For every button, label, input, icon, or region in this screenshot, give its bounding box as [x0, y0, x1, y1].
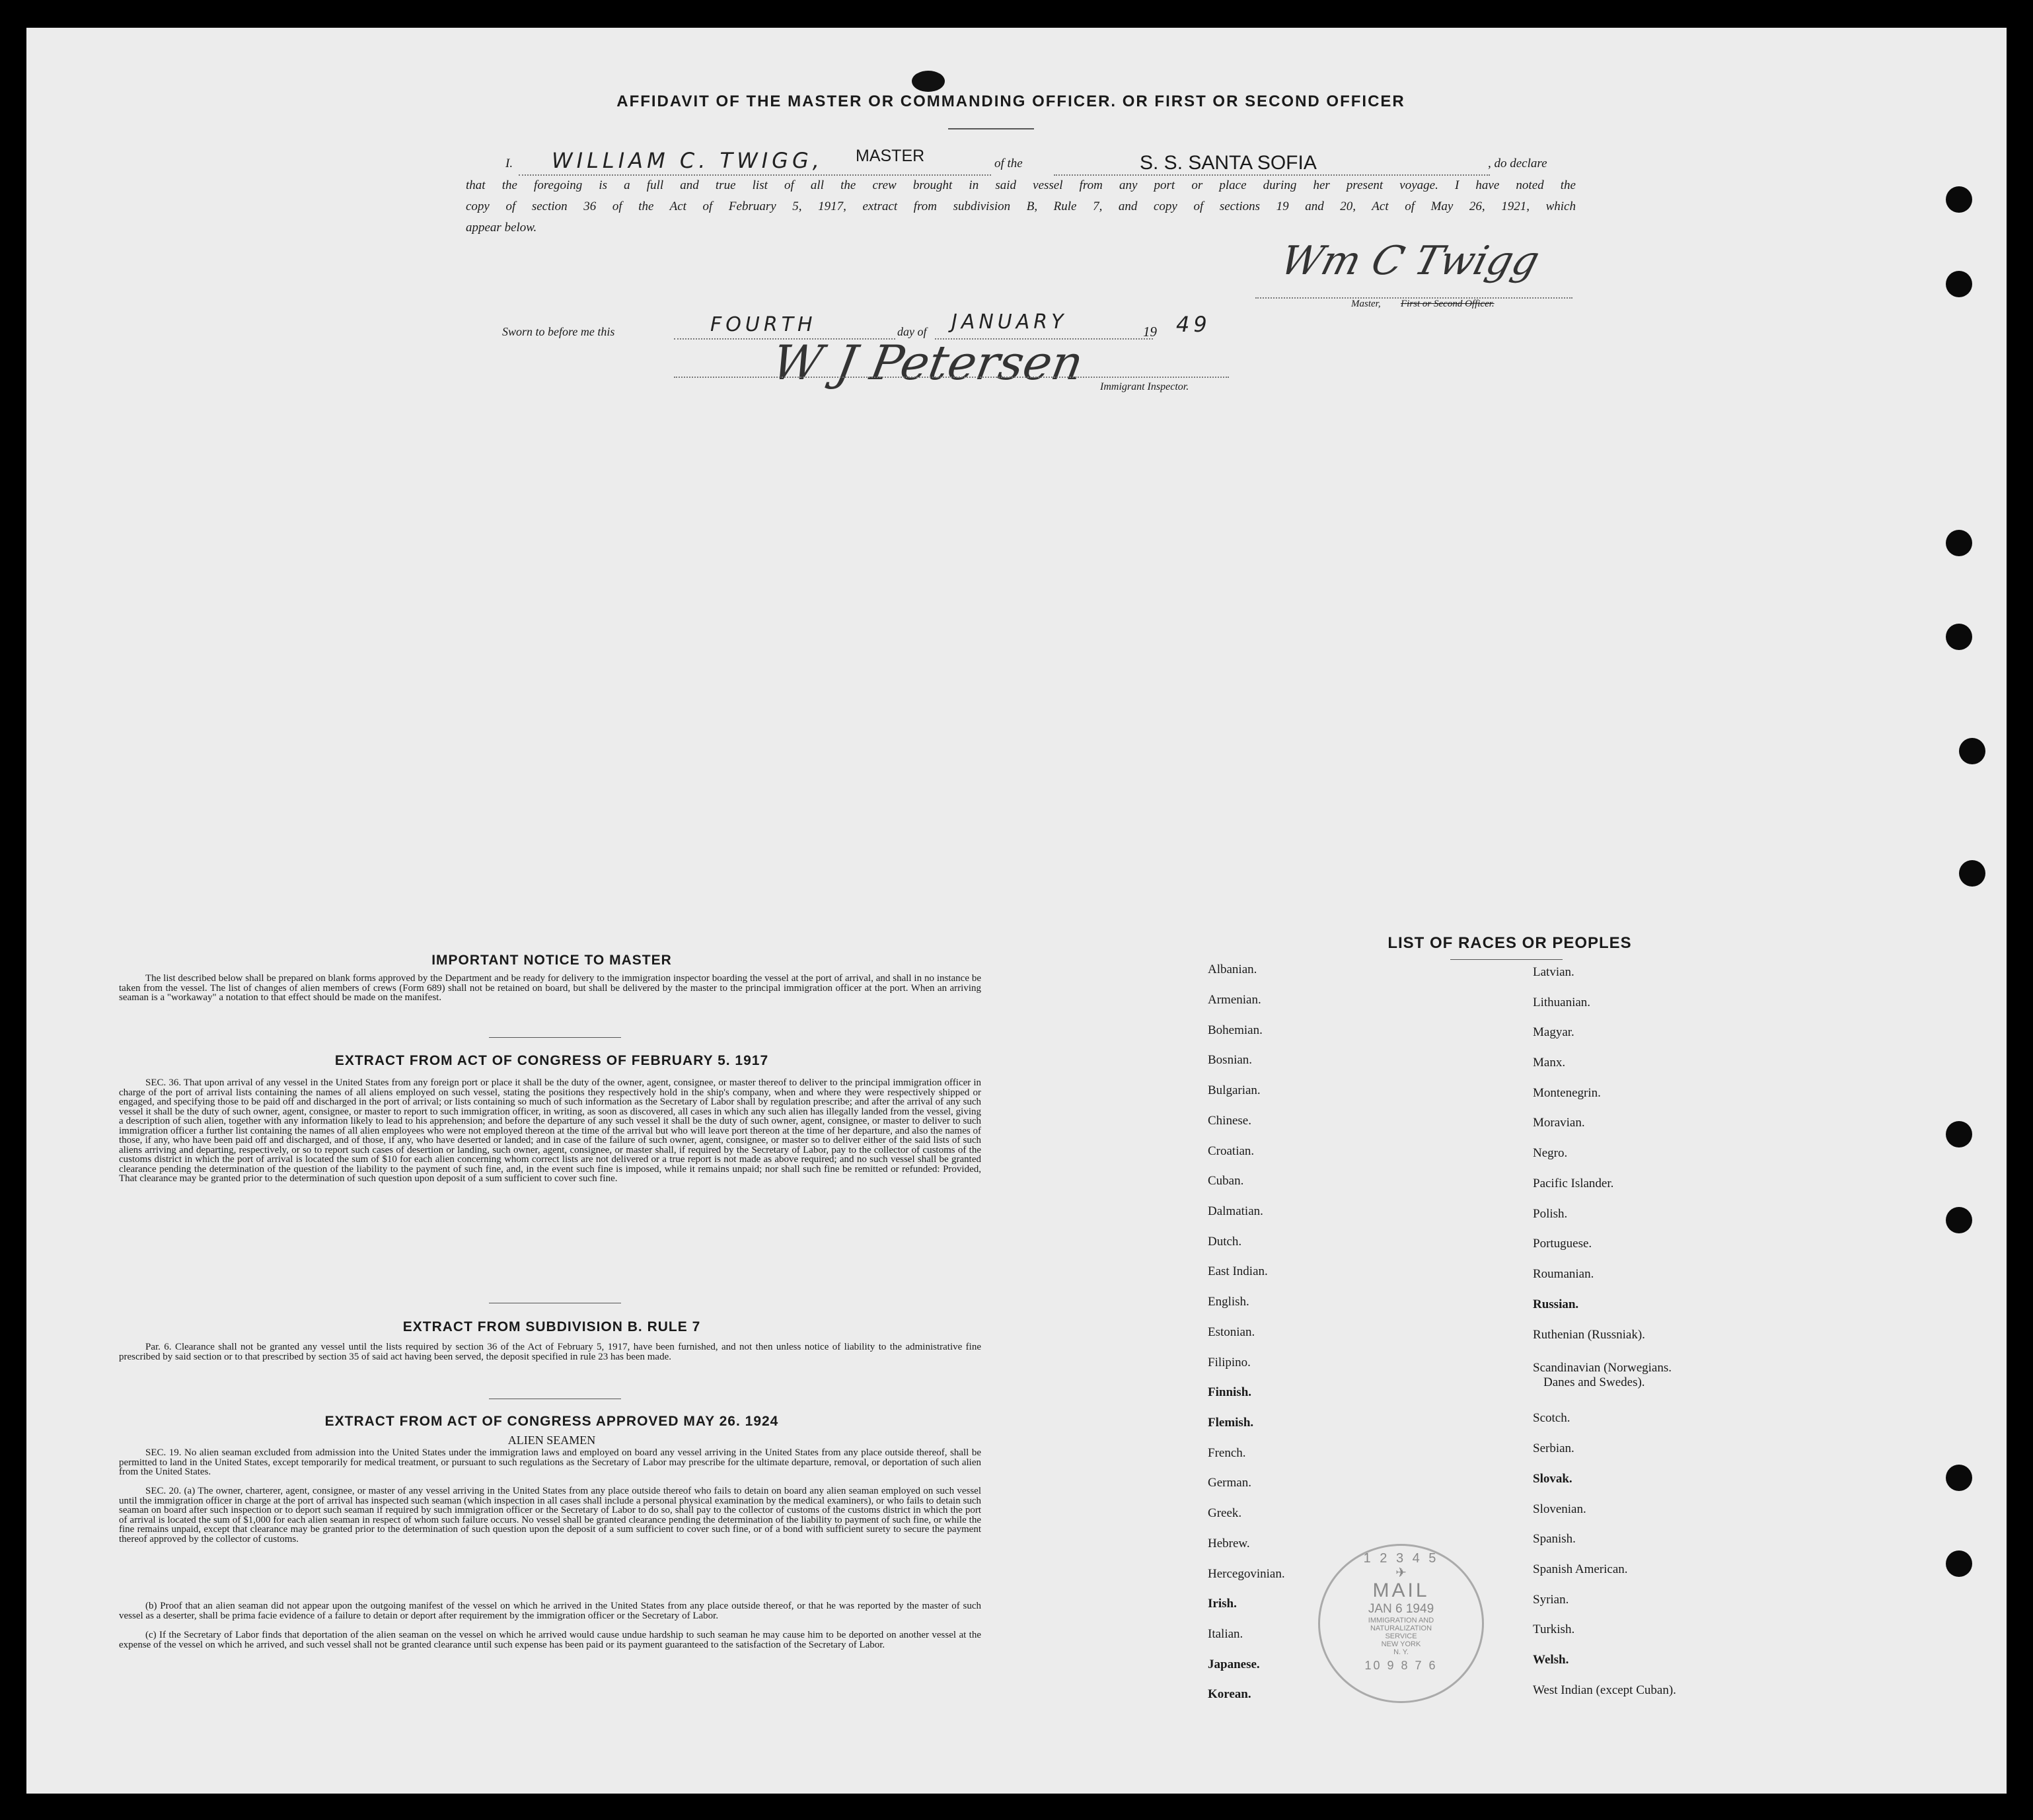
race-right: West Indian (except Cuban).: [1533, 1683, 1676, 1697]
race-right: Spanish.: [1533, 1532, 1576, 1546]
race-left: Dutch.: [1208, 1235, 1242, 1249]
do-declare-label: , do declare: [1488, 157, 1547, 170]
races-heading: LIST OF RACES OR PEOPLES: [1387, 934, 1632, 952]
affidavit-body-line4: appear below.: [466, 221, 537, 235]
race-right: Montenegrin.: [1533, 1086, 1601, 1100]
races-divider: [1450, 959, 1563, 960]
race-right: Danes and Swedes).: [1543, 1375, 1645, 1389]
race-left: Hebrew.: [1208, 1537, 1250, 1550]
day-of-label: day of: [897, 325, 927, 338]
stamp-agency-2: NATURALIZATION: [1370, 1624, 1432, 1632]
master-rank: MASTER: [856, 147, 925, 165]
inspector-signature-line: [674, 377, 1229, 378]
extract3-sec20b: (b) Proof that an alien seaman did not appear upon the outgoing manifest of the vessel on which he arrived in the United States from any place outside thereof, or that he was reported by the master of such vessel as a deserter, shall be prima facie evidence of a failure to detain or deport after requirement by the immigration officer or the Secretary of Labor.: [119, 1601, 981, 1621]
stamp-mail: MAIL: [1372, 1580, 1430, 1601]
master-signature: Wm C Twigg: [1275, 238, 1545, 284]
inspector-signature: W J Petersen: [768, 335, 1088, 390]
stamp-date: JAN 6 1949: [1368, 1602, 1434, 1616]
extract3-sec19: SEC. 19. No alien seaman excluded from admission into the United States under the immigration laws and employed on board any vessel arriving in the United States from any place outside thereof, shall be permitted to land in the United States, except temporarily for medical treatment, or pursuant to such regulations as the Secretary of Labor may prescribe for the ultimate departure, removal, or deportation of such alien from the United States.: [119, 1448, 981, 1477]
race-right: Russian.: [1533, 1297, 1579, 1311]
extract3-sec20c: (c) If the Secretary of Labor finds that deportation of the alien seaman on the vessel on which he arrived would cause undue hardship to such seaman he may cause him to be deported on another vessel at the expense of the vessel on which he arrived, and such vessel shall not be granted clearance until such expense has been paid or its payment guaranteed to the satisfaction of the Secretary of Labor.: [119, 1630, 981, 1650]
race-left: East Indian.: [1208, 1264, 1268, 1278]
race-right: Serbian.: [1533, 1441, 1574, 1455]
race-left: Dalmatian.: [1208, 1204, 1263, 1218]
extract2-text: Par. 6. Clearance shall not be granted any vessel until the lists required by section 36 of the Act of February 5, 1917, have been furnished, and not then unless notice of liability to the administrative fine prescribed by said section or to that prescribed by section 35 of said act having been served, the deposit specified in rule 23 has been made.: [119, 1342, 981, 1362]
extract3-sec20a: SEC. 20. (a) The owner, charterer, agent, consignee, or master of any vessel arriving in the United States from any place outside thereof who fails to detain on board any alien seaman employed on such vessel until the immigration officer in charge at the port of arrival has inspected such seaman (which inspection in all cases shall include a personal physical examination by the medical examiners), or who fails to detain such seaman on board after such inspection or to deport such seaman if required by such immigration officer or the Secretary of Labor to do so, shall pay to the collector of customs of the customs district in which the port of arrival is located the sum of $1,000 for each alien seaman in respect of whom such failure occurs. No vessel shall be granted clearance pending the determination of the liability to payment of such fine, or while the fine remains unpaid, except that clearance may be granted prior to the determination of such question upon the deposit of a sum sufficient to cover such fine, or of a bond with sufficient surety to secure the payment thereof approved by the collector of customs.: [119, 1486, 981, 1545]
race-right: Pacific Islander.: [1533, 1177, 1614, 1190]
race-left: Albanian.: [1208, 963, 1257, 976]
race-right: Roumanian.: [1533, 1267, 1594, 1281]
race-right: Slovak.: [1533, 1472, 1572, 1486]
race-right: Scotch.: [1533, 1411, 1571, 1425]
punch-hole: [1946, 1550, 1972, 1577]
race-left: Greek.: [1208, 1506, 1242, 1520]
race-left: Flemish.: [1208, 1416, 1254, 1430]
extract1-text: SEC. 36. That upon arrival of any vessel in the United States from any foreign port or place it shall be the duty of the owner, agent, consignee, or master thereof to deliver to the principal immigration officer in charge of the port of arrival lists containing the names of all aliens employed on such vessel, stating the positions they respectively hold in the ship's company, when and where they were respectively shipped or engaged, and specifying those to be paid off and discharged in the port of arrival; or lists containing so much of such information as the Secretary of Labor shall by regulation prescribe; and after the arrival of any such vessel it shall be the duty of such owner, agent, consignee, or master to report to such immigration officer, in writing, as soon as discovered, all cases in which any such alien has illegally landed from the vessel, giving a description of such alien, together with any information likely to lead to his apprehension; and before the departure of any such vessel it shall be the duty of such owner, agent, consignee, or master to deliver to such immigration officer a further list containing the names of all alien employees who were not employed thereon at the time of the arrival but who will leave port thereon at the time of her departure, and also the names of those, if any, who have been paid off and discharged, and of those, if any, who have deserted or landed; and in case of the failure of such owner, agent, consignee, or master so to deliver either of the said lists of such aliens arriving and departing, respectively, or so to report such cases of desertion or landing, such owner, agent, consignee, or master shall, if required by the Secretary of Labor, pay to the collector of customs of the customs district in which the port of arrival is located the sum of $10 for each alien concerning whom correct lists are not delivered or a true report is not made as above required; and no such vessel shall be granted clearance pending the determination of the question of the liability to the payment of such fine, and, in the event such fine is imposed, while it remains unpaid; nor shall such fine be remitted or refunded: Provided, That clearance may be granted prior to the determination of such question upon deposit of a sum sufficient to cover such fine.: [119, 1078, 981, 1184]
race-left: French.: [1208, 1446, 1246, 1460]
vessel-name-line: [1054, 174, 1490, 176]
race-left: Chinese.: [1208, 1114, 1251, 1128]
title-divider: [948, 128, 1034, 129]
stamp-agency-1: IMMIGRATION AND: [1368, 1617, 1434, 1624]
race-right: Ruthenian (Russniak).: [1533, 1328, 1645, 1342]
extract3-subheading: ALIEN SEAMEN: [507, 1434, 596, 1447]
ink-mark: [912, 71, 945, 92]
of-the-label: of the: [994, 157, 1023, 170]
notice-divider: [489, 1037, 621, 1038]
affidavit-title: AFFIDAVIT OF THE MASTER OR COMMANDING OFFICER. OR FIRST OR SECOND OFFICER: [616, 92, 1405, 110]
sworn-month-field: JANUARY: [951, 310, 1068, 334]
signer-caption-master: Master,: [1351, 299, 1381, 309]
race-left: Bohemian.: [1208, 1023, 1263, 1037]
punch-hole: [1946, 1465, 1972, 1491]
punch-hole: [1946, 530, 1972, 556]
stamp-agency-3: SERVICE: [1385, 1632, 1417, 1640]
stamp-ring-top: 1 2 3 4 5: [1363, 1551, 1439, 1566]
manifest-page: [26, 28, 2007, 1794]
notice-text: The list described below shall be prepared on blank forms approved by the Department and be ready for delivery to the immigration inspector boarding the vessel at the port of arrival, and shall in no instance be taken from the vessel. The list of changes of alien members of crews (Form 689) shall not be retained on board, but shall be delivered by the master to the principal immigration officer at the port. When an arriving seaman is a "workaway" a notation to that effect should be made on the manifest.: [119, 974, 981, 1003]
punch-hole: [1946, 1207, 1972, 1233]
stamp-agency-4: NEW YORK: [1381, 1640, 1421, 1648]
punch-hole: [1946, 624, 1972, 650]
race-left: Cuban.: [1208, 1174, 1244, 1188]
race-left: Irish.: [1208, 1597, 1237, 1611]
race-right: Moravian.: [1533, 1116, 1585, 1130]
race-right: Latvian.: [1533, 965, 1574, 979]
race-left: Armenian.: [1208, 993, 1261, 1007]
vessel-name-field: S. S. SANTA SOFIA: [1140, 152, 1317, 174]
punch-hole: [1946, 186, 1972, 213]
extract3-heading: EXTRACT FROM ACT OF CONGRESS APPROVED MAY 26. 1924: [324, 1414, 779, 1429]
race-left: Finnish.: [1208, 1385, 1252, 1399]
race-right: Polish.: [1533, 1207, 1568, 1221]
sworn-label: Sworn to before me this: [502, 325, 615, 338]
affidavit-body-line2: that the foregoing is a full and true list of all the crew brought in said vessel from any port or place during her present voyage. I have noted the: [466, 178, 1576, 192]
race-right: Syrian.: [1533, 1593, 1569, 1607]
extract2-heading: EXTRACT FROM SUBDIVISION B. RULE 7: [402, 1319, 701, 1334]
race-left: Filipino.: [1208, 1356, 1251, 1369]
race-left: Bosnian.: [1208, 1053, 1253, 1067]
punch-hole: [1959, 860, 1985, 887]
master-name-field: WILLIAM C. TWIGG,: [552, 148, 823, 173]
inspector-caption: Immigrant Inspector.: [1100, 381, 1189, 392]
race-left: Italian.: [1208, 1627, 1243, 1641]
race-right: Negro.: [1533, 1146, 1568, 1160]
stamp-ring-bottom: 10 9 8 7 6: [1364, 1659, 1438, 1672]
master-name-line: [519, 174, 991, 176]
race-left: Estonian.: [1208, 1325, 1255, 1339]
race-right: Scandinavian (Norwegians.: [1533, 1361, 1672, 1375]
race-right: Magyar.: [1533, 1025, 1574, 1039]
race-right: Turkish.: [1533, 1622, 1575, 1636]
race-left: Bulgarian.: [1208, 1083, 1261, 1097]
race-right: Manx.: [1533, 1056, 1566, 1070]
race-left: Japanese.: [1208, 1657, 1260, 1671]
race-right: Spanish American.: [1533, 1562, 1628, 1576]
race-left: Hercegovinian.: [1208, 1567, 1285, 1581]
race-right: Lithuanian.: [1533, 996, 1591, 1009]
race-left: Croatian.: [1208, 1144, 1255, 1158]
punch-hole: [1959, 738, 1985, 764]
notice-heading: IMPORTANT NOTICE TO MASTER: [431, 953, 672, 968]
race-right: Portuguese.: [1533, 1237, 1592, 1251]
year-suffix-field: 49: [1176, 312, 1211, 337]
affidavit-line1-prefix: I.: [505, 157, 513, 170]
race-left: English.: [1208, 1295, 1249, 1309]
race-right: Slovenian.: [1533, 1502, 1586, 1516]
extract1-heading: EXTRACT FROM ACT OF CONGRESS OF FEBRUARY 5. 1917: [334, 1053, 769, 1068]
sworn-day-field: FOURTH: [710, 313, 817, 336]
affidavit-body-line3: copy of section 36 of the Act of February 5, 1917, extract from subdivision B, Rule 7, and copy of sections 19 and 20, Act of May 26, 1921, which: [466, 200, 1576, 213]
year-prefix: 19: [1143, 324, 1157, 340]
stamp-agency-5: N. Y.: [1393, 1648, 1409, 1656]
airplane-icon: ✈: [1395, 1566, 1407, 1580]
punch-hole: [1946, 1121, 1972, 1147]
race-right: Welsh.: [1533, 1653, 1569, 1667]
punch-hole: [1946, 271, 1972, 297]
race-left: Korean.: [1208, 1687, 1251, 1701]
mail-stamp: [1318, 1544, 1484, 1703]
signer-caption-officer: First or Second Officer.: [1401, 299, 1495, 309]
race-left: German.: [1208, 1476, 1251, 1490]
